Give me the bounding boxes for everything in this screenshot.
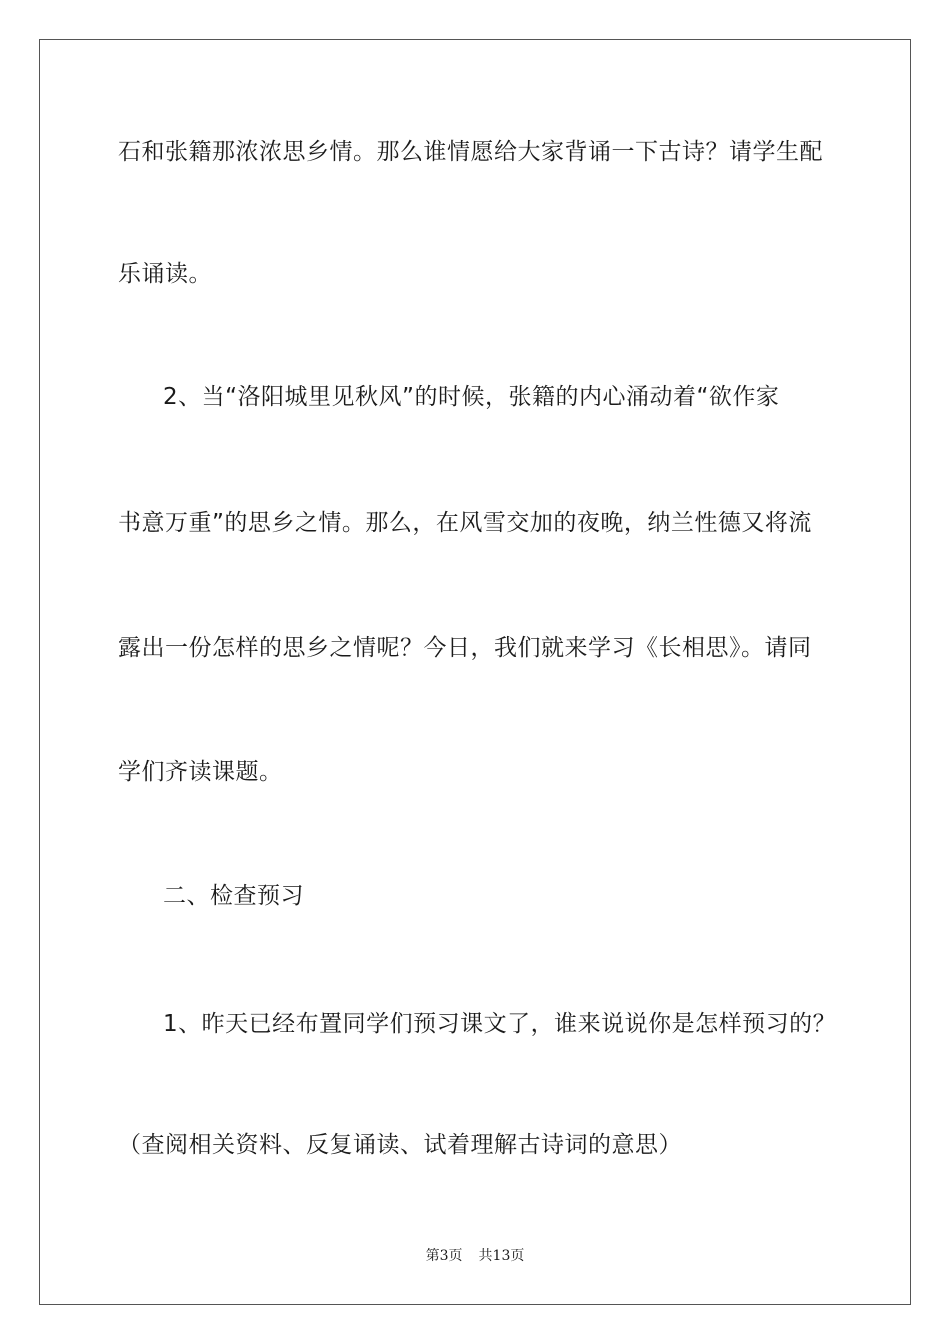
paragraph-line: （查阅相关资料、反复诵读、试着理解古诗词的意思） <box>118 1132 682 1158</box>
page-number: 第3页 <box>425 1248 463 1264</box>
page-total: 共13页 <box>478 1248 525 1264</box>
section-heading: 二、检查预习 <box>163 883 304 909</box>
paragraph-line: 露出一份怎样的思乡之情呢？今日，我们就来学习《长相思》。请同 <box>118 635 812 661</box>
page-border <box>39 39 911 1305</box>
page-footer <box>0 1247 950 1265</box>
paragraph-line: 乐诵读。 <box>118 261 212 287</box>
paragraph-line: 书意万重”的思乡之情。那么，在风雪交加的夜晚，纳兰性德又将流 <box>118 510 812 536</box>
paragraph-line: 学们齐读课题。 <box>118 759 283 785</box>
paragraph-line: 2、当“洛阳城里见秋风”的时候，张籍的内心涌动着“欲作家 <box>163 384 780 410</box>
paragraph-line: 1、昨天已经布置同学们预习课文了，谁来说说你是怎样预习的？ <box>163 1011 837 1037</box>
paragraph-line: 石和张籍那浓浓思乡情。那么谁情愿给大家背诵一下古诗？请学生配 <box>118 139 823 165</box>
